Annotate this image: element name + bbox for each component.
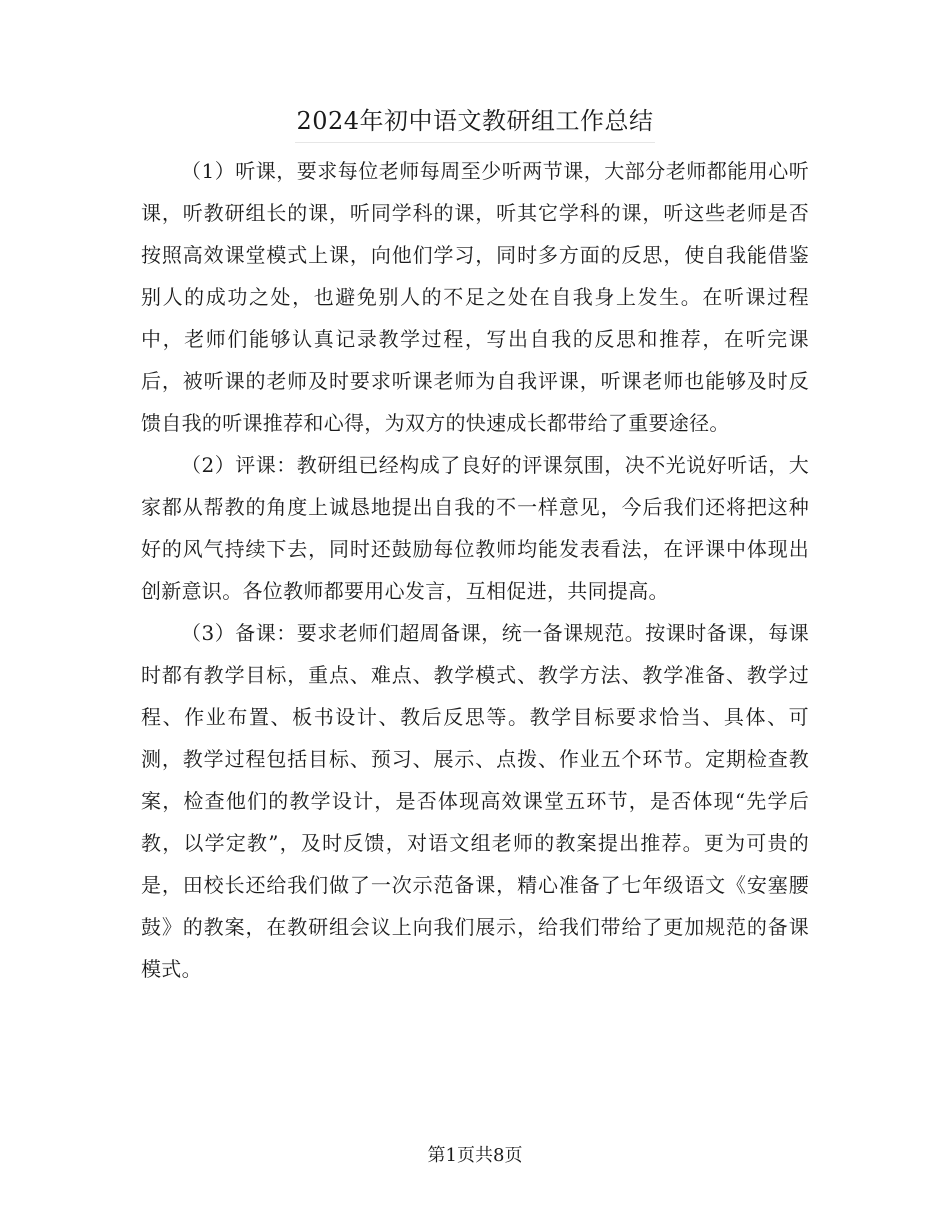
paragraph-evaluation: （2）评课：教研组已经构成了良好的评课氛围，决不光说好听话，大家都从帮教的角度上诚恳地提出自我的不一样意见，今后我们还将把这种好的风气持续下去，同时还鼓励每位教师均能发表看法，在评课中体现出创新意识。各位教师都要用心发言，互相促进，共同提高。 [141,453,809,603]
document-body [141,150,809,990]
paragraph-listening: （1）听课，要求每位老师每周至少听两节课，大部分老师都能用心听课，听教研组长的课，听同学科的课，听其它学科的课，听这些老师是否按照高效课堂模式上课，向他们学习，同时多方面的反思，使自我能借鉴别人的成功之处，也避免别人的不足之处在自我身上发生。在听课过程中，老师们能够认真记录教学过程，写出自我的反思和推荐，在听完课后，被听课的老师及时要求听课老师为自我评课，听课老师也能够及时反馈自我的听课推荐和心得，为双方的快速成长都带给了重要途径。 [141,159,809,435]
paragraph-preparation: （3）备课：要求老师们超周备课，统一备课规范。按课时备课，每课时都有教学目标，重点、难点、教学模式、教学方法、教学准备、教学过程、作业布置、板书设计、教后反思等。教学目标要求恰当、具体、可测，教学过程包括目标、预习、展示、点拨、作业五个环节。定期检查教案，检查他们的教学设计，是否体现高效课堂五环节，是否体现“先学后教，以学定教”，及时反馈，对语文组老师的教案提出推荐。更为可贵的是，田校长还给我们做了一次示范备课，精心准备了七年级语文《安塞腰鼓》的教案，在教研组会议上向我们展示，给我们带给了更加规范的备课模式。 [141,621,809,981]
title-underline [295,142,655,143]
document-title: 2024年初中语文教研组工作总结 [296,107,654,135]
page-indicator: 第1页共8页 [427,1145,523,1166]
